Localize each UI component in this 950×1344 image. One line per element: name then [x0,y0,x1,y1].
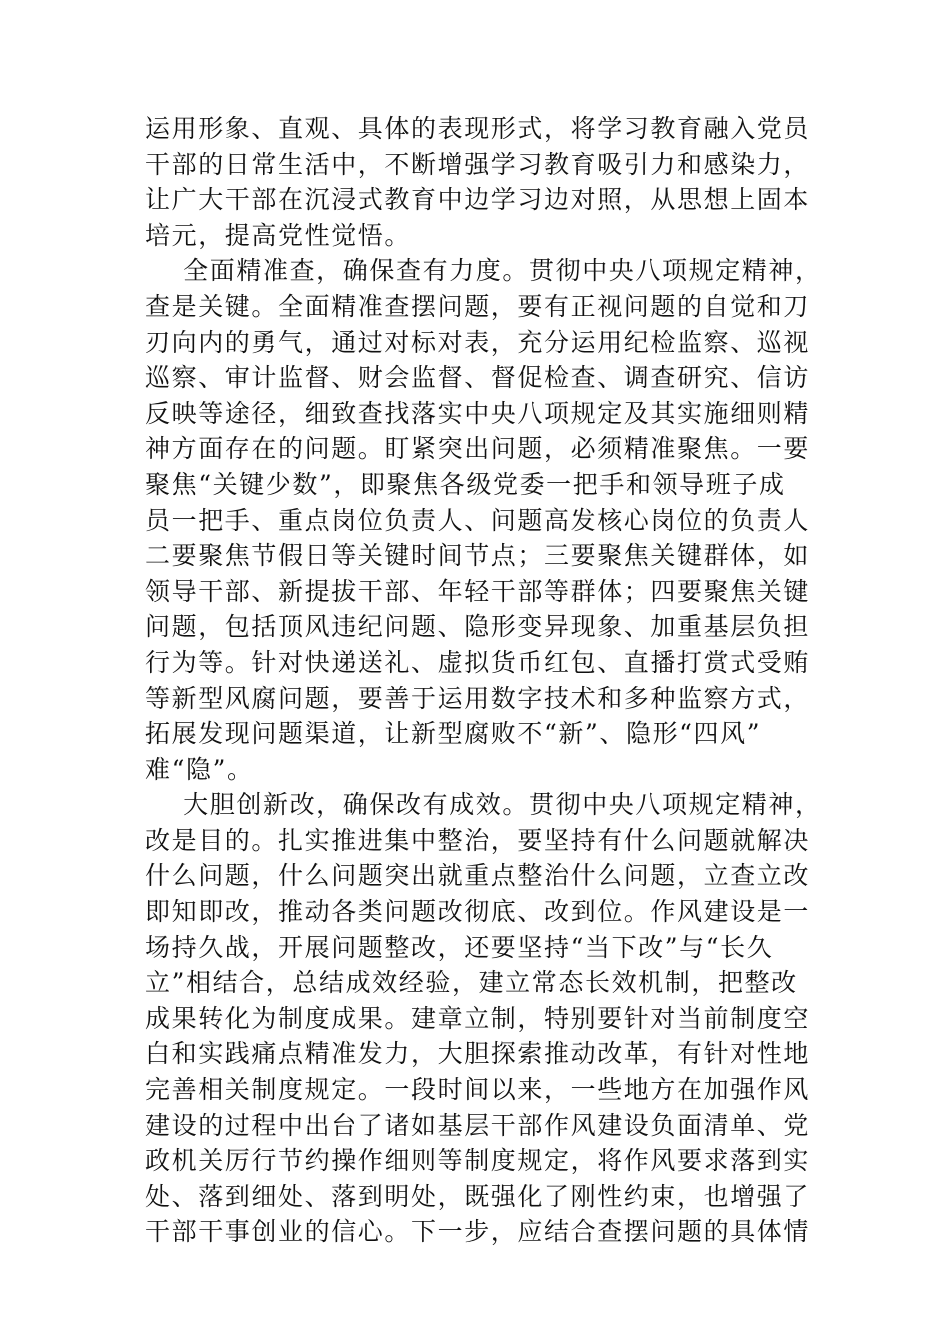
text-line: 完善相关制度规定。一段时间以来，一些地方在加强作风 [145,1075,811,1105]
text-line: 神方面存在的问题。盯紧突出问题，必须精准聚焦。一要 [145,434,811,464]
text-line: 拓展发现问题渠道，让新型腐败不“新”、隐形“四风” [145,719,762,749]
text-line: 反映等途径，细致查找落实中央八项规定及其实施细则精 [145,398,811,428]
text-line: 聚焦“关键少数”，即聚焦各级党委一把手和领导班子成 [145,469,786,499]
text-line: 政机关厉行节约操作细则等制度规定，将作风要求落到实 [145,1146,811,1176]
text-line: 即知即改，推动各类问题改彻底、改到位。作风建设是一 [145,897,811,927]
text-line: 白和实践痛点精准发力，大胆探索推动改革，有针对性地 [145,1039,811,1069]
text-line: 员一把手、重点岗位负责人、问题高发核心岗位的负责人 [145,505,811,535]
text-line: 干部干事创业的信心。下一步，应结合查摆问题的具体情 [145,1217,811,1247]
text-line: 刃向内的勇气，通过对标对表，充分运用纪检监察、巡视 [145,327,811,357]
text-line: 大胆创新改，确保改有成效。贯彻中央八项规定精神， [145,790,822,820]
text-line: 什么问题，什么问题突出就重点整治什么问题，立查立改 [145,861,811,891]
text-line: 建设的过程中出台了诸如基层干部作风建设负面清单、党 [145,1110,811,1140]
text-line: 行为等。针对快递送礼、虚拟货币红包、直播打赏式受贿 [145,647,811,677]
text-line: 成果转化为制度成果。建章立制，特别要针对当前制度空 [145,1003,811,1033]
text-line: 场持久战，开展问题整改，还要坚持“当下改”与“长久 [145,932,774,962]
text-line: 巡察、审计监督、财会监督、督促检查、调查研究、信访 [145,363,811,393]
text-line: 运用形象、直观、具体的表现形式，将学习教育融入党员 [145,114,811,143]
text-line: 培元，提高党性觉悟。 [145,220,412,250]
text-line: 让广大干部在沉浸式教育中边学习边对照，从思想上固本 [145,185,811,215]
text-line: 处、落到细处、落到明处，既强化了刚性约束，也增强了 [145,1181,811,1211]
text-line: 等新型风腐问题，要善于运用数字技术和多种监察方式， [145,683,811,713]
text-line: 领导干部、新提拔干部、年轻干部等群体；四要聚焦关键 [145,576,811,606]
text-line: 全面精准查，确保查有力度。贯彻中央八项规定精神， [145,256,822,286]
text-line: 立”相结合，总结成效经验，建立常态长效机制，把整改 [145,968,798,998]
body-text [145,111,822,1250]
text-line: 干部的日常生活中，不断增强学习教育吸引力和感染力， [145,149,811,179]
text-line: 难“隐”。 [145,754,254,784]
text-line: 改是目的。扎实推进集中整治，要坚持有什么问题就解决 [145,825,811,855]
text-line: 查是关键。全面精准查摆问题，要有正视问题的自觉和刀 [145,291,811,321]
text-line: 问题，包括顶风违纪问题、隐形变异现象、加重基层负担 [145,612,811,642]
text-line: 二要聚焦节假日等关键时间节点；三要聚焦关键群体，如 [145,541,811,571]
